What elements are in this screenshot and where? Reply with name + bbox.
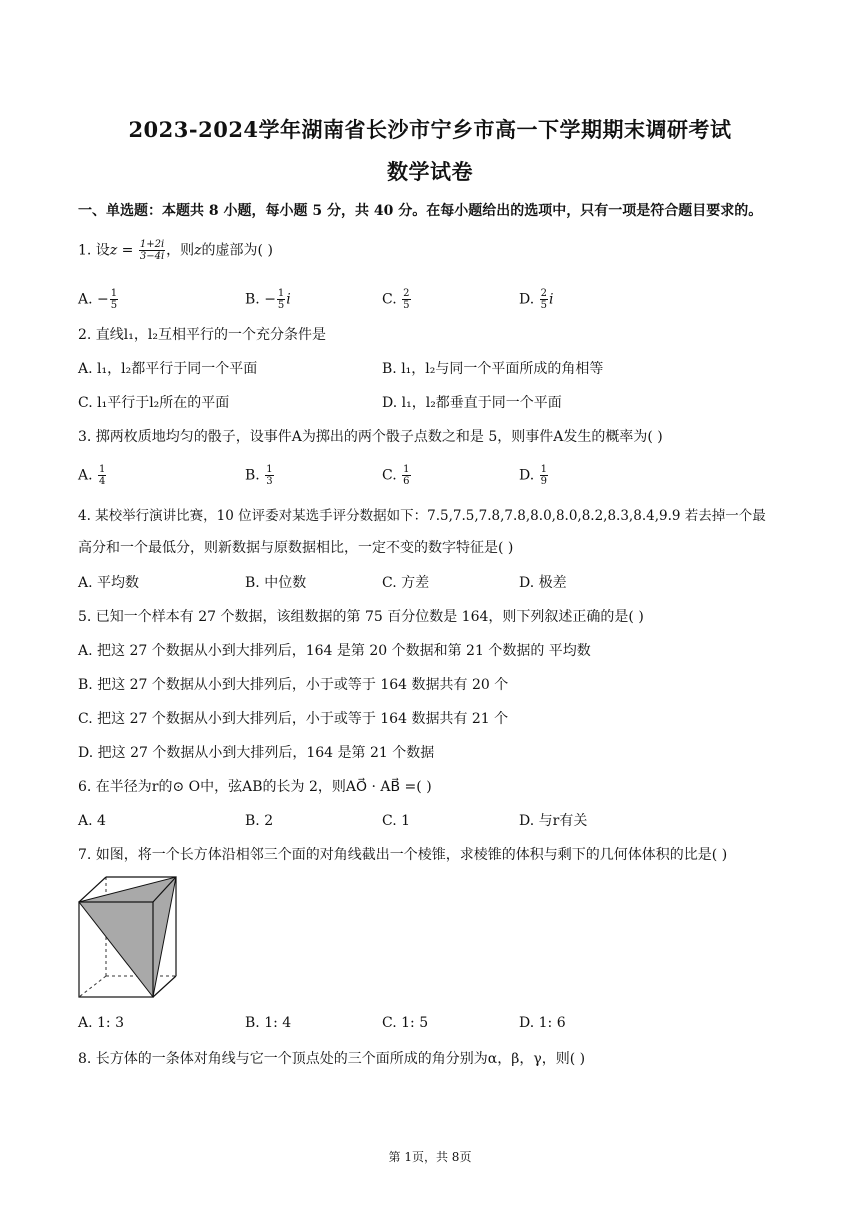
question-4-line-1: 4. 某校举行演讲比赛，10 位评委对某选手评分数据如下：7.5,7.5,7.8,7.8,8.0,8.0,8.2,8.3,8.4,9.9 若去掉一个最 [78, 508, 766, 524]
q1-b-den: 5 [277, 300, 285, 311]
q3-option-a[interactable] [78, 464, 107, 487]
q3-d-num: 1 [540, 464, 548, 475]
q3-option-c[interactable] [382, 464, 412, 487]
q1-b-num: 1 [277, 288, 285, 299]
q1-c-den: 5 [403, 300, 410, 311]
q3-c-num: 1 [403, 464, 410, 475]
q3-c-fraction [402, 464, 410, 487]
pyramid-face-shaded [79, 877, 176, 997]
q3-a-den: 4 [99, 476, 106, 487]
section-heading: 一、单选题：本题共 8 小题，每小题 5 分，共 40 分。在每小题给出的选项中，只有一项是符合题目要求的。 [78, 203, 763, 219]
q1-a-num: 1 [110, 288, 118, 299]
q3-c-den: 6 [403, 476, 410, 487]
q3-b-num: 1 [266, 464, 273, 475]
q1-mid: ，则 [166, 242, 195, 259]
q7-option-b[interactable]: B. 1: 4 [245, 1015, 292, 1031]
q4-option-a[interactable]: A. 平均数 [78, 575, 140, 591]
q4-option-b[interactable]: B. 中位数 [245, 575, 307, 591]
q1-denominator: 3−4i [139, 251, 165, 262]
q1-option-b[interactable] [245, 288, 291, 311]
q4-option-c[interactable]: C. 方差 [382, 575, 430, 591]
q1-d-den: 5 [540, 300, 548, 311]
q1-pre: 1. 设 [78, 242, 110, 259]
q1-b-label: B. − [245, 291, 276, 308]
q5-option-d[interactable]: D. 把这 27 个数据从小到大排列后，164 是第 21 个数据 [78, 745, 435, 761]
q1-d-label: D. [519, 291, 539, 308]
q1-c-label: C. [382, 291, 402, 308]
q3-d-den: 9 [540, 476, 548, 487]
q1-d-suffix: i [549, 291, 554, 308]
q6-option-c[interactable]: C. 1 [382, 813, 411, 829]
cuboid-figure [76, 872, 184, 1002]
q2-option-a[interactable]: A. l₁，l₂都平行于同一个平面 [78, 361, 258, 377]
hidden-edge-depth [79, 976, 106, 997]
q4-option-d[interactable]: D. 极差 [519, 575, 567, 591]
q1-d-num: 2 [540, 288, 548, 299]
q3-c-label: C. [382, 467, 402, 484]
q3-option-d[interactable] [519, 464, 549, 487]
q1-numerator: 1+2i [139, 239, 165, 250]
q3-a-fraction [98, 464, 106, 487]
q3-a-num: 1 [99, 464, 106, 475]
question-2: 2. 直线l₁，l₂互相平行的一个充分条件是 [78, 327, 326, 343]
exam-title: 2023-2024学年湖南省长沙市宁乡市高一下学期期末调研考试 [128, 117, 732, 142]
q1-option-d[interactable] [519, 288, 554, 311]
question-1 [78, 239, 273, 262]
q5-option-a[interactable]: A. 把这 27 个数据从小到大排列后，164 是第 20 个数据和第 21 个数据的 平均数 [78, 643, 591, 659]
q2-option-c[interactable]: C. l₁平行于l₂所在的平面 [78, 395, 230, 411]
exam-subtitle: 数学试卷 [387, 159, 473, 184]
q1-a-den: 5 [110, 300, 118, 311]
q7-option-a[interactable]: A. 1: 3 [78, 1015, 124, 1031]
q6-option-d[interactable]: D. 与r有关 [519, 813, 588, 829]
q1-eq: = [117, 242, 138, 259]
q3-b-den: 3 [266, 476, 273, 487]
q1-a-label: A. − [78, 291, 109, 308]
page-footer: 第 1页，共 8页 [388, 1150, 472, 1164]
q1-option-a[interactable] [78, 288, 119, 311]
q1-b-fraction [277, 288, 285, 311]
q1-fraction [139, 239, 165, 262]
q3-d-fraction [540, 464, 548, 487]
q1-var-z: z [109, 242, 118, 259]
q1-var-z2: z [194, 242, 202, 259]
question-5: 5. 已知一个样本有 27 个数据，该组数据的第 75 百分位数是 164，则下列叙述正确的是( ) [78, 609, 644, 625]
q6-option-b[interactable]: B. 2 [245, 813, 274, 829]
q1-c-num: 2 [403, 288, 410, 299]
q3-option-b[interactable] [245, 464, 275, 487]
question-7: 7. 如图，将一个长方体沿相邻三个面的对角线截出一个棱锥，求棱锥的体积与剩下的几何体体积的比是( ) [78, 847, 728, 863]
q5-option-b[interactable]: B. 把这 27 个数据从小到大排列后，小于或等于 164 数据共有 20 个 [78, 677, 509, 693]
q1-post: 的虚部为( ) [201, 242, 273, 259]
q5-option-c[interactable]: C. 把这 27 个数据从小到大排列后，小于或等于 164 数据共有 21 个 [78, 711, 509, 727]
question-6: 6. 在半径为r的⊙ O中，弦AB的长为 2，则AO⃗ · AB⃗ =( ) [78, 779, 432, 795]
q7-option-d[interactable]: D. 1: 6 [519, 1015, 566, 1031]
q7-option-c[interactable]: C. 1: 5 [382, 1015, 429, 1031]
q1-c-fraction [402, 288, 410, 311]
question-4-line-2: 高分和一个最低分，则新数据与原数据相比，一定不变的数字特征是( ) [78, 540, 514, 556]
q3-b-label: B. [245, 467, 265, 484]
q1-option-c[interactable] [382, 288, 412, 311]
q2-option-d[interactable]: D. l₁，l₂都垂直于同一个平面 [382, 395, 562, 411]
q2-option-b[interactable]: B. l₁，l₂与同一个平面所成的角相等 [382, 361, 604, 377]
q6-option-a[interactable]: A. 4 [78, 813, 106, 829]
q1-b-suffix: i [286, 291, 291, 308]
q3-d-label: D. [519, 467, 539, 484]
question-8: 8. 长方体的一条体对角线与它一个顶点处的三个面所成的角分别为α，β，γ，则( ) [78, 1051, 586, 1067]
q1-d-fraction [540, 288, 548, 311]
q3-b-fraction [265, 464, 273, 487]
question-3: 3. 掷两枚质地均匀的骰子，设事件A为掷出的两个骰子点数之和是 5，则事件A发生的概率为( ) [78, 429, 663, 445]
q1-a-fraction [110, 288, 118, 311]
q3-a-label: A. [78, 467, 98, 484]
